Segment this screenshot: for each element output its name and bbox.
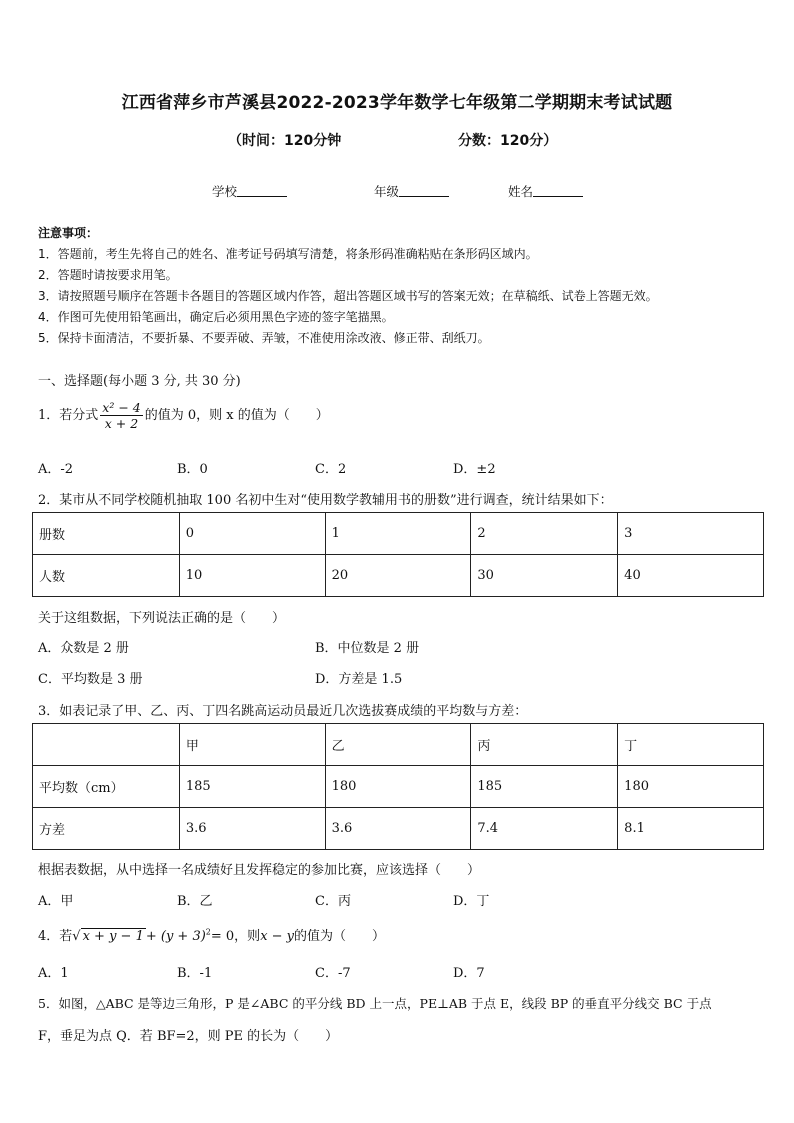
q1-option-d: D．±2 [453,462,496,477]
q2-option-b: B．中位数是 2 册 [315,641,420,656]
q2-option-c: C．平均数是 3 册 [38,672,143,687]
q3-option-c: C．丙 [315,894,351,909]
table-cell: 20 [325,555,471,597]
q3-table [32,723,764,850]
q4-radicand: x + y − 1 [82,929,144,944]
exam-title: 江西省萍乡市芦溪县2022-2023学年数学七年级第二学期期末考试试题 [121,93,673,113]
q1-option-a: A．-2 [38,462,74,477]
question-5-line-2: F，垂足为点 Q．若 BF=2，则 PE 的长为（ ） [38,1029,339,1044]
table-cell: 甲 [179,724,325,766]
q4-expr: x − y [260,929,295,944]
table-row [33,808,764,850]
grade-label: 年级 [374,184,400,199]
notice-item: 3．请按照题号顺序在答题卡各题目的答题区域内作答，超出答题区域书写的答案无效；在草稿纸、试卷上答题无效。 [38,289,658,303]
q1-suffix: 的值为 0，则 x 的值为（ ） [144,408,329,423]
section-heading: 一、选择题(每小题 3 分, 共 30 分) [38,374,241,389]
table-cell: 40 [618,555,764,597]
table-cell: 180 [618,766,764,808]
table-row [33,724,764,766]
q2-option-a: A．众数是 2 册 [38,641,129,656]
q4-exponent: 2 [205,927,211,937]
table-cell: 2 [471,513,618,555]
notice-item: 2．答题时请按要求用笔。 [38,268,178,282]
table-cell: 30 [471,555,618,597]
table-cell: 乙 [325,724,471,766]
school-label: 学校 [212,184,238,199]
radical-sign-icon: √ [72,929,81,944]
table-cell: 丙 [471,724,618,766]
table-row [33,513,764,555]
q1-option-c: C．2 [315,462,347,477]
table-cell [33,724,180,766]
grade-blank [399,184,449,197]
q1-fraction [100,400,142,431]
table-cell: 册数 [33,513,180,555]
question-5-line-1: 5．如图，△ABC 是等边三角形，P 是∠ABC 的平分线 BD 上一点，PE⊥AB 于点 E，线段 BP 的垂直平分线交 BC 于点 [38,996,712,1011]
exam-time: （时间：120分钟 [228,133,342,149]
table-cell: 8.1 [618,808,764,850]
question-3-stem: 3．如表记录了甲、乙、丙、丁四名跳高运动员最近几次选拔赛成绩的平均数与方差： [38,704,528,719]
q2-question: 关于这组数据，下列说法正确的是（ ） [38,611,286,626]
q2-option-d: D．方差是 1.5 [315,672,403,687]
notice-item: 5．保持卡面清洁，不要折暴、不要弄破、弄皱，不准使用涂改液、修正带、刮纸刀。 [38,331,490,345]
table-cell: 0 [179,513,325,555]
q3-option-d: D．丁 [453,894,490,909]
table-cell: 人数 [33,555,180,597]
notice-item: 4．作图可先使用铅笔画出，确定后必须用黑色字迹的签字笔描黑。 [38,310,394,324]
q3-option-a: A．甲 [38,894,74,909]
q3-option-b: B．乙 [177,894,213,909]
table-cell: 1 [325,513,471,555]
q4-option-c: C．-7 [315,966,351,981]
q4-middle: + (y + 3) [145,929,206,944]
question-4-stem [38,925,385,944]
name-blank [533,184,583,197]
name-field [508,182,583,200]
table-cell: 丁 [618,724,764,766]
table-row [33,555,764,597]
table-cell: 3.6 [179,808,325,850]
table-cell: 10 [179,555,325,597]
table-cell: 180 [325,766,471,808]
school-field [212,182,287,200]
exam-score: 分数：120分） [458,133,558,149]
q2-table [32,512,764,597]
q4-suffix: 的值为（ ） [294,929,386,944]
question-1-stem [38,400,329,431]
table-cell: 3.6 [325,808,471,850]
q1-denominator: x + 2 [104,416,139,431]
name-label: 姓名 [508,184,534,199]
table-cell: 7.4 [471,808,618,850]
table-cell: 方差 [33,808,180,850]
table-cell: 平均数（cm） [33,766,180,808]
table-cell: 185 [179,766,325,808]
notice-item: 1．答题前，考生先将自己的姓名、准考证号码填写清楚，将条形码准确粘贴在条形码区域内。 [38,247,538,261]
table-row [33,766,764,808]
question-2-stem: 2．某市从不同学校随机抽取 100 名初中生对“使用数学教辅用书的册数”进行调查，统计结果如下： [38,493,613,508]
q4-prefix: 4．若 [38,929,73,944]
q1-numerator: x² − 4 [102,400,141,415]
q4-option-a: A．1 [38,966,69,981]
q4-equals: = 0，则 [210,929,261,944]
table-cell: 185 [471,766,618,808]
school-blank [237,184,287,197]
grade-field [374,182,449,200]
table-cell: 3 [618,513,764,555]
q4-option-d: D．7 [453,966,485,981]
q1-prefix: 1．若分式 [38,408,99,423]
q3-question: 根据表数据，从中选择一名成绩好且发挥稳定的参加比赛，应该选择（ ） [38,863,481,878]
notice-heading: 注意事项： [38,226,99,240]
q4-option-b: B．-1 [177,966,213,981]
q1-option-b: B．0 [177,462,208,477]
